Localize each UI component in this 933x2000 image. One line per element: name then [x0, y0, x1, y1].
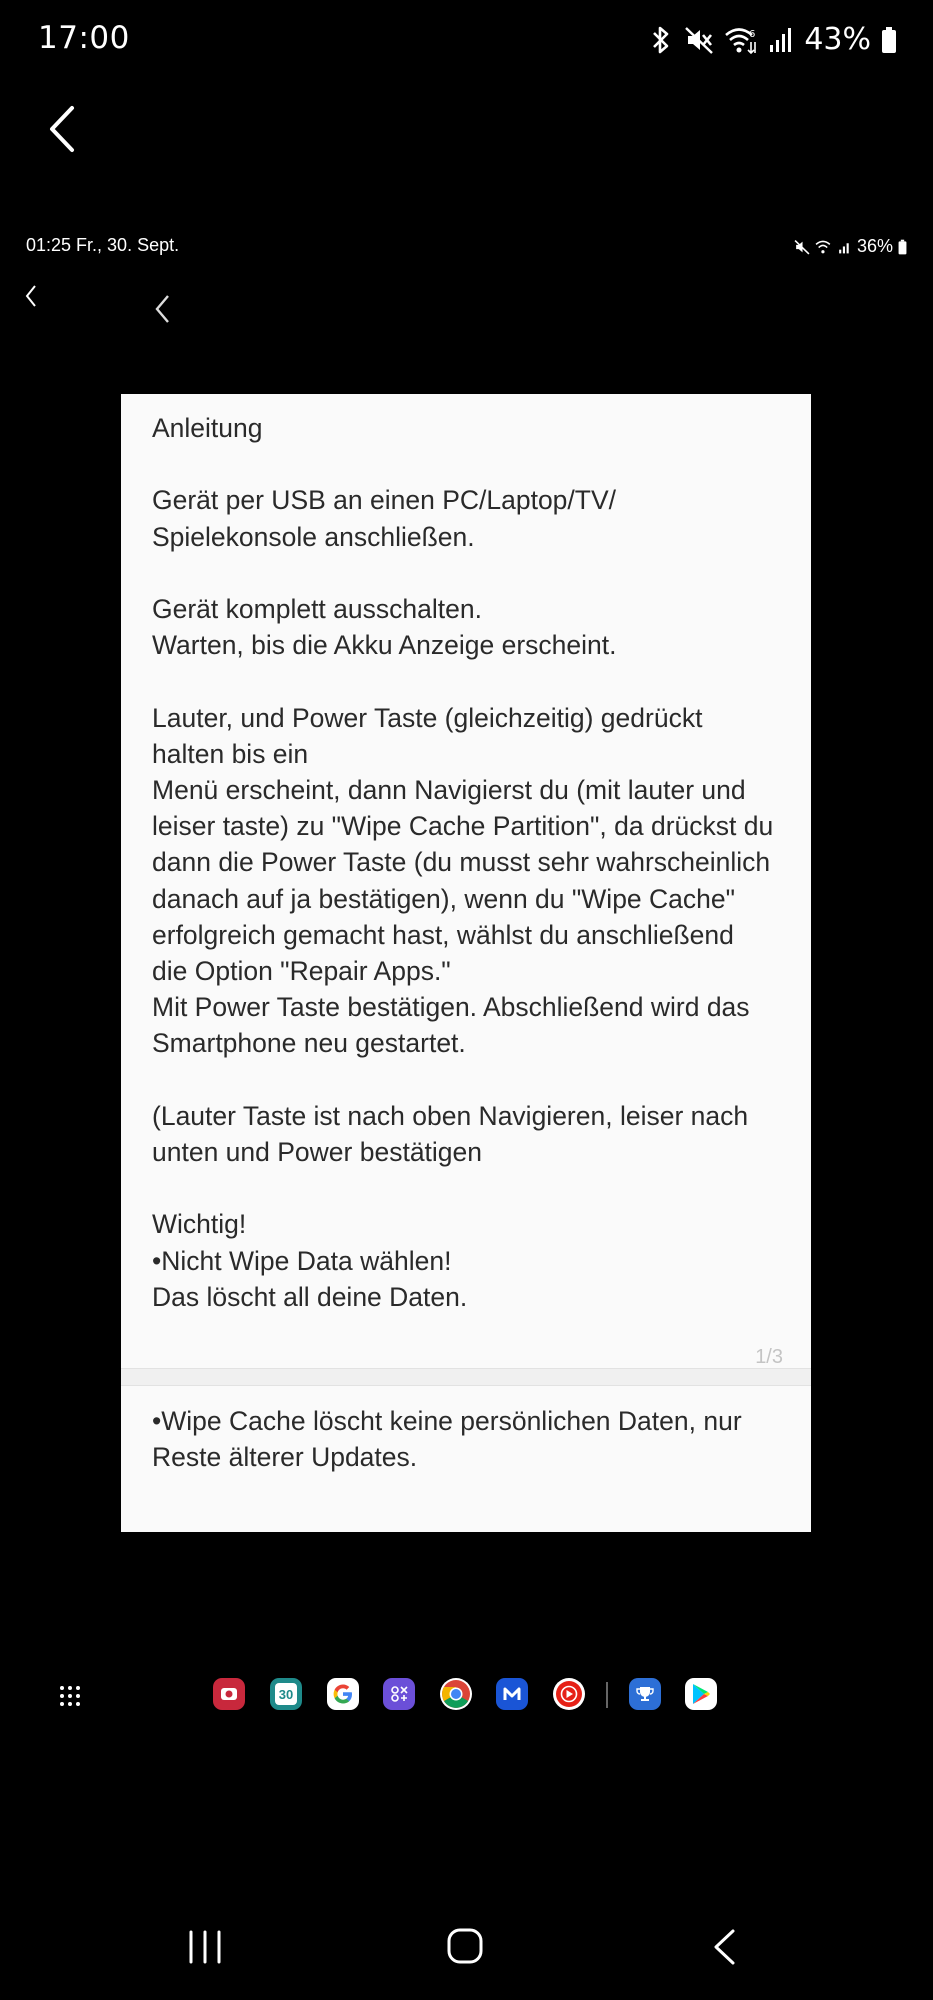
- signal-icon: [768, 25, 794, 55]
- note-body-text: Anleitung Gerät per USB an einen PC/Laptop/TV/ Spielekonsole anschließen. Gerät komplett ausschalten. Warten, bis die Akku Anzeige erscheint. Lauter, und Power Taste (gleichzeitig) gedrückt halten bis ein Menü erscheint, dann Navigierst du (mit lauter und leiser taste) zu "Wipe Cache Partition", da drückst du dann die Power Taste (du musst sehr wahrscheinlich danach auf ja bestätigen), wenn du "Wipe Cache" erfolgreich gemacht hast, wählst du anschließend die Option "Repair Apps." Mit Power Taste bestätigen. Abschließend wird das Smartphone neu gestartet. (Lauter Taste ist nach oben Navigieren, leiser nach unten und Power bestätigen Wichtig! •Nicht Wipe Data wählen! Das löscht all deine Daten.: [152, 413, 774, 1312]
- nav-back-button[interactable]: [712, 1928, 736, 1966]
- mute-icon: [794, 239, 810, 255]
- back-button[interactable]: [44, 104, 80, 154]
- taskbar-divider: [606, 1682, 608, 1708]
- signal-icon: [838, 239, 852, 255]
- battery-icon: [881, 26, 897, 54]
- mi-app-icon[interactable]: [496, 1678, 528, 1710]
- home-button[interactable]: [447, 1928, 483, 1964]
- inner-back-icon: [153, 294, 171, 324]
- youtube-music-app-icon[interactable]: [553, 1678, 585, 1710]
- inner-status-time: 01:25 Fr., 30. Sept.: [26, 235, 180, 255]
- apps-grid-icon[interactable]: [58, 1684, 82, 1708]
- calendar-day: 30: [275, 1683, 297, 1705]
- calendar-app-icon[interactable]: [270, 1678, 302, 1710]
- note-footer-text: •Wipe Cache löscht keine persönlichen Daten, nur Reste älterer Updates.: [152, 1406, 742, 1473]
- inner-back-icon: [24, 284, 38, 308]
- chrome-app-icon[interactable]: [440, 1678, 472, 1710]
- status-bar-icons: [648, 22, 897, 57]
- battery-icon: [898, 239, 907, 255]
- mute-icon: [684, 25, 714, 55]
- battery-percentage: 43%: [804, 22, 871, 57]
- svg-text:6: 6: [749, 28, 756, 40]
- trophy-app-icon[interactable]: [629, 1678, 661, 1710]
- inner-battery-percentage: 36%: [856, 236, 893, 256]
- play-store-app-icon[interactable]: [685, 1678, 717, 1710]
- page-indicator: 1/3: [755, 1346, 783, 1368]
- inner-status-icons: [794, 236, 907, 257]
- wifi-icon: [815, 239, 833, 255]
- recents-button[interactable]: [186, 1930, 224, 1964]
- status-bar-time: 17:00: [38, 20, 130, 56]
- google-app-icon[interactable]: [327, 1678, 359, 1710]
- wifi-icon: [724, 25, 758, 55]
- bluetooth-icon: [648, 25, 674, 55]
- screen-recorder-app-icon[interactable]: [213, 1678, 245, 1710]
- note-divider: [121, 1368, 811, 1386]
- note-card: [121, 394, 811, 1532]
- game-launcher-app-icon[interactable]: [383, 1678, 415, 1710]
